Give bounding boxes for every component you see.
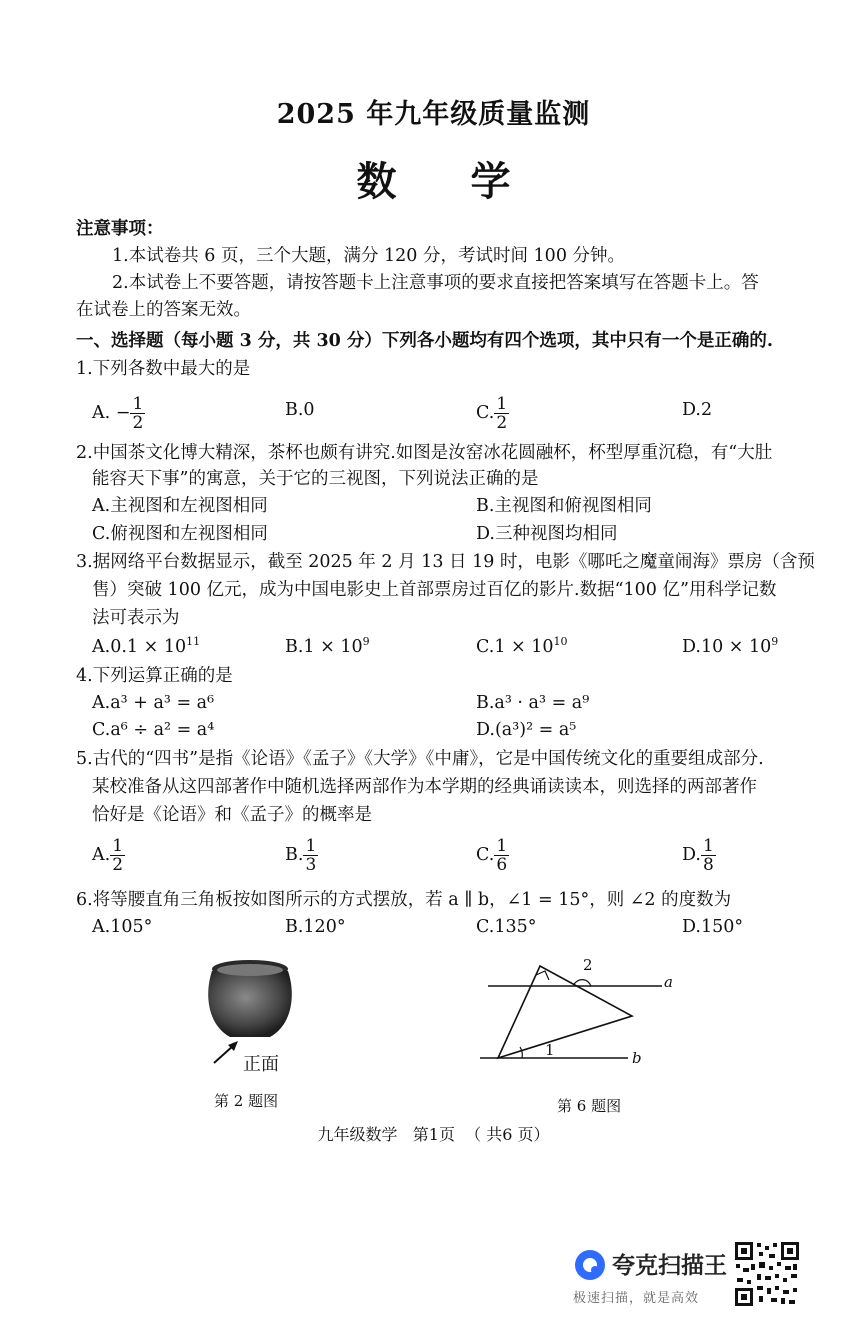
fig6-angle-1-label: 1 — [545, 1041, 555, 1059]
q1-c-num: 1 — [496, 394, 508, 414]
q6-option-a: A.105° — [92, 917, 153, 937]
cup-body — [208, 971, 292, 1037]
fig6-angle-2-label: 2 — [583, 956, 593, 974]
q5-option-b — [285, 837, 318, 874]
notice-heading: 注意事项： — [76, 219, 164, 239]
q5-a-den: 2 — [112, 855, 124, 875]
notice-item-2-line2: 在试卷上的答案无效。 — [76, 300, 251, 320]
section-1-heading: 一、选择题（每小题 3 分，共 30 分）下列各小题均有四个选项，其中只有一个是正确的. — [76, 331, 773, 351]
q3-stem-line2: 售）突破 100 亿元，成为中国电影史上首部票房过百亿的影片.数据“100 亿”用科学记数 — [92, 580, 777, 600]
q5-stem-line2: 某校准备从这四部著作中随机选择两部作为本学期的经典诵读读本，则选择的两部著作 — [92, 777, 757, 797]
q5-d-fraction — [701, 837, 716, 874]
q4-option-d: D.(a³)² = a⁵ — [476, 720, 577, 740]
q3-option-b — [285, 634, 370, 660]
fig2-front-label: 正面 — [243, 1054, 279, 1075]
q1-option-a — [92, 395, 145, 432]
q3-option-d — [682, 634, 778, 660]
q1-stem: 1.下列各数中最大的是 — [76, 359, 251, 379]
q1-option-b: B.0 — [285, 400, 315, 420]
q2-option-b: B.主视图和俯视图相同 — [476, 496, 652, 516]
q4-option-c: C.a⁶ ÷ a² = a⁴ — [92, 720, 215, 740]
page-footer: 九年级数学 第1页 （ 共6 页） — [317, 1125, 550, 1144]
q5-c-prefix: C. — [476, 845, 495, 865]
q5-b-num: 1 — [305, 836, 317, 856]
angle-1-arc — [520, 1047, 522, 1058]
fig6-line-a-label: a — [664, 973, 673, 991]
q4-option-b: B.a³ · a³ = a⁹ — [476, 693, 590, 713]
q5-c-fraction — [494, 837, 509, 874]
q5-b-fraction — [303, 837, 318, 874]
q2-stem-line2: 能容天下事”的寓意，关于它的三视图，下列说法正确的是 — [92, 469, 539, 489]
q2-option-d: D.三种视图均相同 — [476, 524, 618, 544]
q1-c-prefix: C. — [476, 403, 495, 423]
q3-option-a — [92, 634, 200, 660]
q5-a-num: 1 — [112, 836, 124, 856]
q1-a-num: 1 — [132, 394, 144, 414]
q5-b-prefix: B. — [285, 845, 304, 865]
qr-code-icon — [733, 1240, 801, 1308]
q5-option-a — [92, 837, 125, 874]
watermark-brand: 夸克扫描王 — [612, 1253, 727, 1279]
notice-item-1: 1.本试卷共 6 页，三个大题，满分 120 分，考试时间 100 分钟。 — [112, 246, 626, 266]
q3-a-base: A.0.1 × 10 — [92, 637, 187, 657]
q1-a-den: 2 — [132, 413, 144, 433]
q6-stem: 6.将等腰直角三角板按如图所示的方式摆放，若 a ∥ b，∠1 = 15°，则 ∠2 的度数为 — [76, 890, 732, 910]
q5-option-c — [476, 837, 509, 874]
q3-option-c — [476, 634, 568, 660]
q6-option-c: C.135° — [476, 917, 537, 937]
q1-a-fraction — [130, 395, 145, 432]
q5-option-d — [682, 837, 716, 874]
exam-title: 2025 年九年级质量监测 — [276, 99, 591, 130]
q6-option-d: D.150° — [682, 917, 744, 937]
notice-item-2-line1: 2.本试卷上不要答题，请按答题卡上注意事项的要求直接把答案填写在答题卡上。答 — [112, 273, 759, 293]
q1-option-c — [476, 395, 509, 432]
quark-logo-icon — [573, 1248, 607, 1282]
right-triangle — [498, 966, 632, 1058]
q5-c-num: 1 — [496, 836, 508, 856]
q5-a-fraction — [110, 837, 125, 874]
q1-c-fraction — [494, 395, 509, 432]
fig2-caption: 第 2 题图 — [214, 1092, 279, 1110]
subject-title: 数 学 — [356, 158, 541, 205]
q3-c-exp: 10 — [553, 635, 568, 648]
q2-option-c: C.俯视图和左视图相同 — [92, 524, 268, 544]
cup-inner — [217, 964, 283, 976]
q5-stem-line1: 5.古代的“四书”是指《论语》《孟子》《大学》《中庸》，它是中国传统文化的重要组成部分. — [76, 749, 764, 769]
q1-a-prefix: A. − — [92, 403, 131, 423]
fig6-line-b-label: b — [632, 1049, 642, 1067]
q1-c-den: 2 — [496, 413, 508, 433]
q3-d-exp: 9 — [771, 635, 779, 648]
q2-stem-line1: 2.中国茶文化博大精深，茶杯也颇有讲究.如图是汝窑冰花圆融杯，杯型厚重沉稳，有“大肚 — [76, 443, 773, 463]
watermark-slogan: 极速扫描，就是高效 — [573, 1291, 700, 1306]
fig6-caption: 第 6 题图 — [557, 1097, 622, 1115]
q3-b-exp: 9 — [362, 635, 370, 648]
q3-stem-line3: 法可表示为 — [92, 608, 180, 628]
q5-a-prefix: A. — [92, 845, 111, 865]
q2-option-a: A.主视图和左视图相同 — [92, 496, 268, 516]
q4-stem: 4.下列运算正确的是 — [76, 666, 233, 686]
q3-c-base: C.1 × 10 — [476, 637, 554, 657]
q5-c-den: 6 — [496, 855, 508, 875]
q5-d-prefix: D. — [682, 845, 701, 865]
q3-b-base: B.1 × 10 — [285, 637, 363, 657]
q5-b-den: 3 — [305, 855, 317, 875]
q4-option-a: A.a³ + a³ = a⁶ — [92, 693, 215, 713]
q3-a-exp: 11 — [186, 635, 201, 648]
q3-d-base: D.10 × 10 — [682, 637, 772, 657]
q1-option-d: D.2 — [682, 400, 713, 420]
q5-d-num: 1 — [702, 836, 714, 856]
q5-stem-line3: 恰好是《论语》和《孟子》的概率是 — [92, 805, 372, 825]
q5-d-den: 8 — [702, 855, 714, 875]
q6-option-b: B.120° — [285, 917, 346, 937]
q3-stem-line1: 3.据网络平台数据显示，截至 2025 年 2 月 13 日 19 时，电影《哪吒之魔童闹海》票房（含预 — [76, 552, 815, 572]
